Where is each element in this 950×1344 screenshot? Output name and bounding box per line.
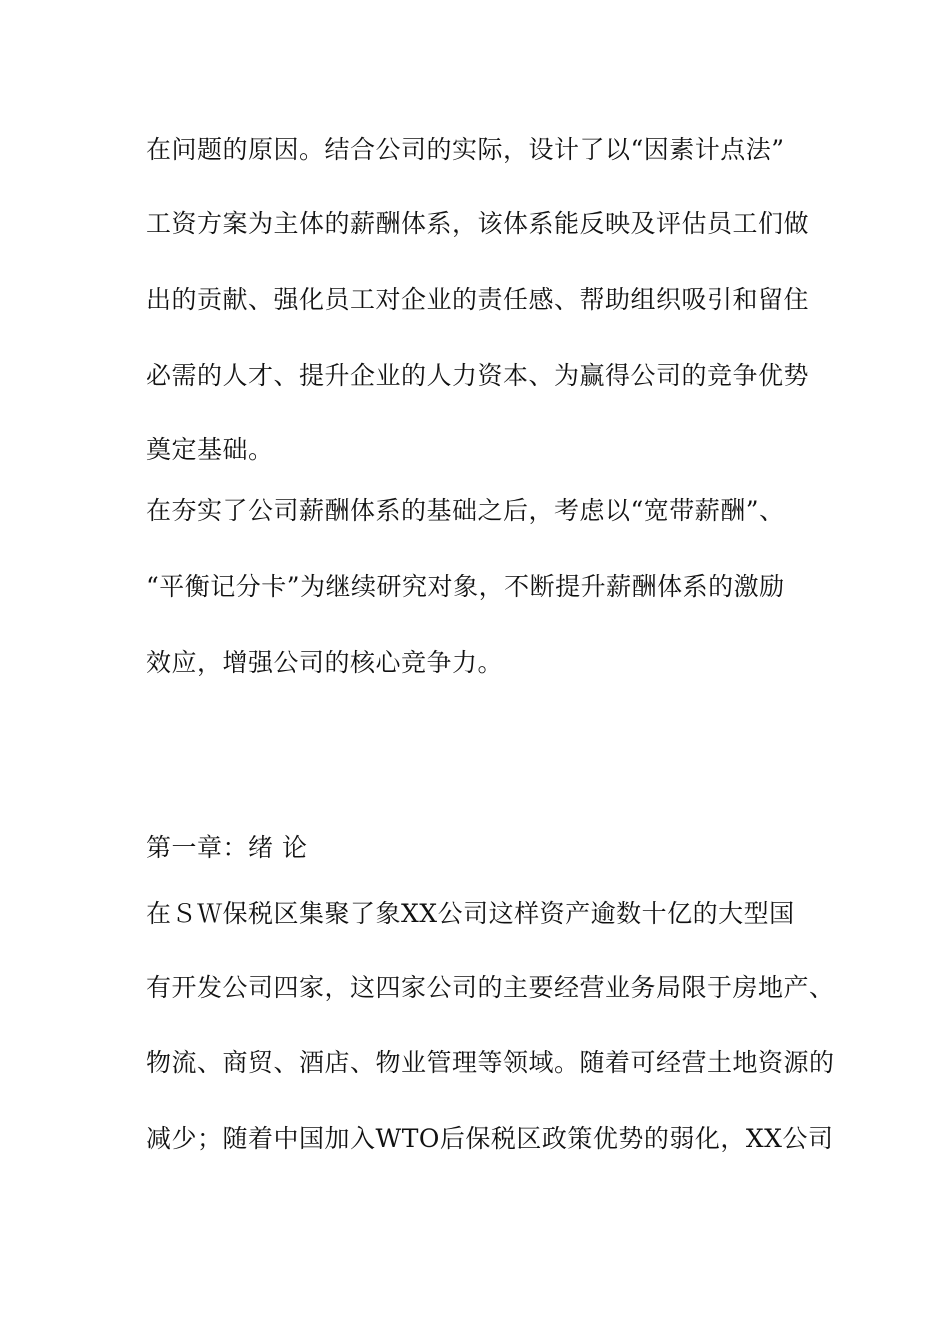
paragraph-line: 物流、商贸、酒店、物业管理等领域。随着可经营土地资源的: [146, 1048, 835, 1077]
paragraph-line: “平衡记分卡”为继续研究对象，不断提升薪酬体系的激励: [146, 572, 785, 601]
chapter-heading: 第一章：绪 论: [146, 833, 308, 862]
paragraph-line: 减少；随着中国加入WTO后保税区政策优势的弱化，XX公司: [146, 1124, 834, 1153]
paragraph-line: 必需的人才、提升企业的人力资本、为赢得公司的竞争优势: [146, 361, 810, 390]
paragraph-line: 在ＳＷ保税区集聚了象XX公司这样资产逾数十亿的大型国: [146, 899, 795, 928]
paragraph-line: 奠定基础。: [146, 435, 274, 464]
paragraph-line: 出的贡献、强化员工对企业的责任感、帮助组织吸引和留住: [146, 285, 810, 314]
paragraph-line: 效应，增强公司的核心竞争力。: [146, 648, 504, 677]
paragraph-line: 有开发公司四家，这四家公司的主要经营业务局限于房地产、: [146, 973, 835, 1002]
paragraph-line: 在问题的原因。结合公司的实际，设计了以“因素计点法”: [146, 135, 785, 164]
paragraph-line: 工资方案为主体的薪酬体系，该体系能反映及评估员工们做: [146, 209, 810, 238]
paragraph-line: 在夯实了公司薪酬体系的基础之后，考虑以“宽带薪酬”、: [146, 496, 785, 525]
